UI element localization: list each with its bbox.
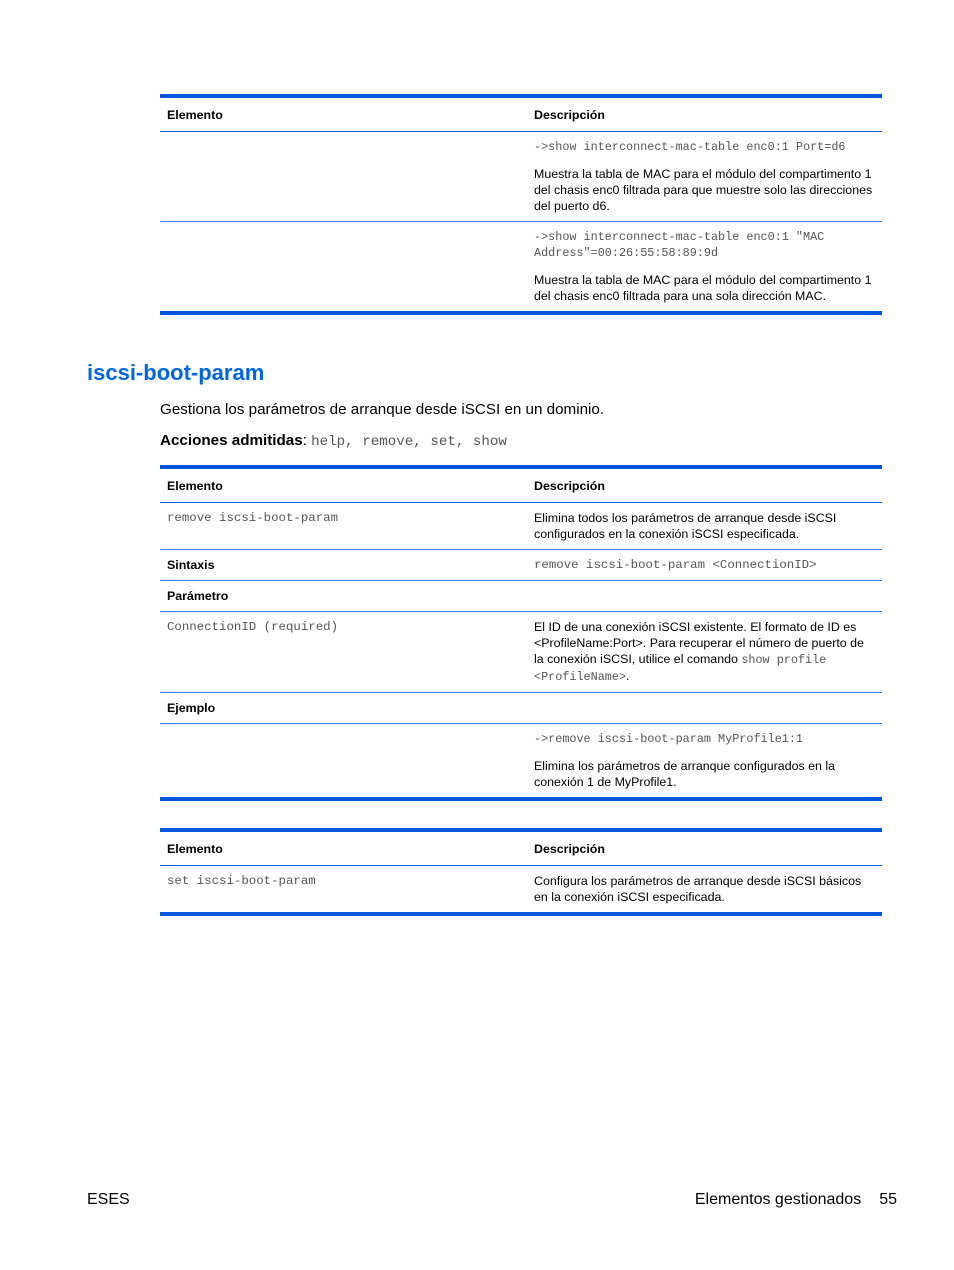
example-command: ->remove iscsi-boot-param MyProfile1:1 [534,732,804,746]
parameter-description: El ID de una conexión iSCSI existente. El formato de ID es <ProfileName:Port>. Para recuperar el número de puerto de la conexión iSCSI, utilice el comando show profile <ProfileName>. [534,620,864,684]
section-intro: Gestiona los parámetros de arranque desde iSCSI en un dominio. [160,401,605,418]
set-iscsi-boot-param-table [160,828,882,916]
header-description: Descripción [534,842,605,856]
supported-actions [160,432,507,450]
table-row [160,222,882,314]
command-description: Configura los parámetros de arranque desde iSCSI básicos en la conexión iSCSI especificada. [534,874,862,904]
actions-label: Acciones admitidas [160,432,303,449]
header-element: Elemento [167,108,223,122]
remove-iscsi-boot-param-table [160,465,882,801]
parameter-header-row [160,581,882,612]
footer-page-info [695,1191,897,1209]
parameter-name: ConnectionID (required) [167,620,339,634]
table-header-row [160,96,882,132]
parameter-row [160,612,882,693]
row-description [528,132,882,222]
page-number: 55 [879,1191,897,1208]
command-description: Elimina todos los parámetros de arranque desde iSCSI configurados en la conexión iSCSI especificada. [534,511,837,541]
example-command: ->show interconnect-mac-table enc0:1 Port=d6 [534,140,846,154]
syntax-value: remove iscsi-boot-param <ConnectionID> [534,558,817,572]
table-row [160,503,882,550]
command-name: set iscsi-boot-param [167,874,316,888]
header-element: Elemento [167,842,223,856]
example-explanation: Muestra la tabla de MAC para el módulo del compartimento 1 del chasis enc0 filtrada para una sola dirección MAC. [534,273,872,303]
syntax-label: Sintaxis [167,558,215,572]
example-explanation: Elimina los parámetros de arranque configurados en la conexión 1 de MyProfile1. [534,759,835,789]
row-element [160,222,528,314]
actions-values: help, remove, set, show [311,434,507,450]
inline-command: show profile <ProfileName> [534,653,827,684]
table-row [160,132,882,222]
table-header-row [160,467,882,503]
footer-section-name: Elementos gestionados [694,1191,862,1208]
example-header-row [160,693,882,724]
command-name: remove iscsi-boot-param [167,511,339,525]
actions-colon: : [302,432,307,449]
example-description [528,724,882,800]
section-title: iscsi-boot-param [87,360,265,385]
table-row [160,866,882,915]
example-label: Ejemplo [167,701,216,715]
example-command: ->show interconnect-mac-table enc0:1 "MAC Address"=00:26:55:58:89:9d [534,230,825,260]
header-element: Elemento [167,479,223,493]
header-description: Descripción [534,479,605,493]
row-element [160,132,528,222]
row-description [528,222,882,314]
header-description: Descripción [534,108,605,122]
example-row [160,724,882,800]
syntax-row [160,550,882,581]
table-header-row [160,830,882,866]
parameter-label: Parámetro [167,589,229,603]
footer-language-code: ESES [87,1191,130,1208]
mac-table-examples [160,94,882,315]
example-explanation: Muestra la tabla de MAC para el módulo del compartimento 1 del chasis enc0 filtrada para que muestre solo las direcciones del puerto d6. [534,167,873,213]
